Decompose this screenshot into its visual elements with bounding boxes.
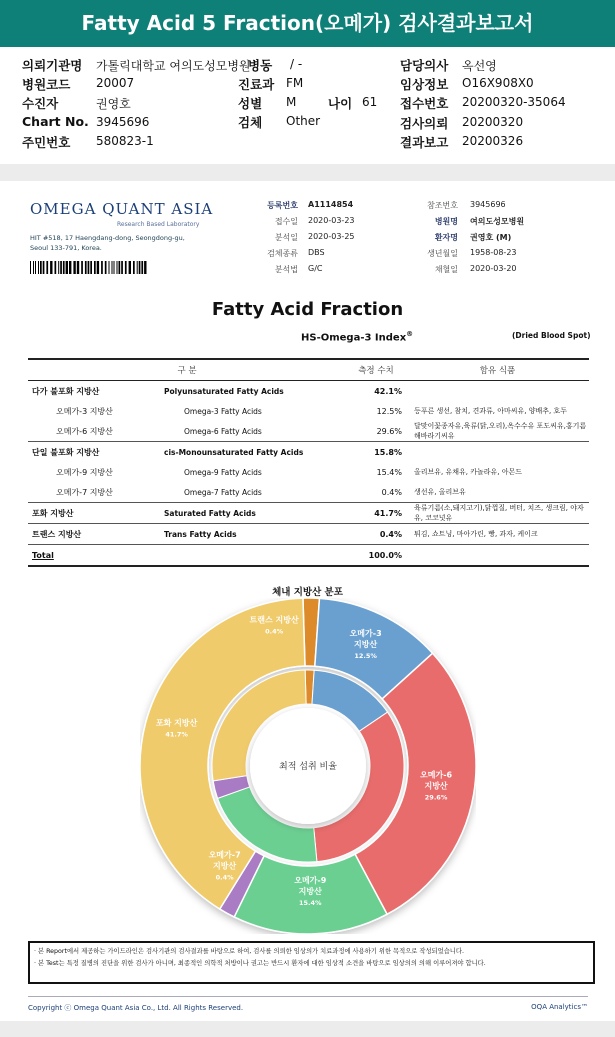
table-row [28,381,589,402]
row-foods: 달맞이꽃종자유,육류(닭,오리),옥수수유 포도씨유,홍기름 해바라기씨유 [414,422,587,440]
specimen-value: Other [286,114,321,128]
row-category-ko: 단일 불포화 지방산 [28,442,164,463]
sample-type-note: (Dried Blood Spot) [512,331,591,340]
slice-label-text: 41.7% [165,730,188,739]
row-value: 29.6% [376,426,402,436]
row-category-ko: Total [28,545,164,567]
request-date-label: 검사의뢰 [400,116,449,131]
row-foods: 올리브유, 유채유, 카놀라유, 아몬드 [414,468,523,476]
row-value: 12.5% [376,406,402,416]
pie-chart-title: 체내 지방산 분포 [272,587,343,598]
institution-value: 가톨릭대학교 여의도성모병원 [96,59,251,73]
specimen-label: 검체 [238,115,263,130]
slice-label-text: 지방산 [298,886,322,896]
brand-text: OQA Analytics™ [531,1003,588,1011]
patient-name-value: 권영호 (M) [470,233,512,242]
row-value: 0.4% [346,524,406,545]
hospital-code-label: 병원코드 [22,77,71,92]
collected-label: 채혈일 [434,265,458,274]
sex-label: 성별 [238,96,263,111]
sex-value: M [286,95,297,109]
disclaimer-line-1: · 본 Report에서 제공하는 가이드라인은 검사기관의 검사결과를 바탕으로 하여, 검사를 의뢰한 임상의가 치료과정에 사용하기 위한 목적으로 작성되었습니다. [34,948,464,955]
lab-logo: OMEGA QUANT ASIA [30,200,214,218]
dept-label: 진료과 [238,77,275,92]
row-foods: 튀김, 쇼트닝, 마아가린, 빵, 과자, 케이크 [406,524,589,545]
slice-label-text: 29.6% [424,793,448,802]
slice-label-text: 트랜스 지방산 [249,615,299,625]
table-row [28,545,589,567]
row-foods: 생선유, 올리브유 [414,488,466,496]
table-row [28,442,589,463]
row-foods [406,381,589,402]
sample-type-value: DBS [308,248,325,257]
row-category-en: Omega-3 Fatty Acids [184,406,262,416]
row-category-ko: 오메가-6 지방산 [56,426,113,436]
row-category-en: Omega-9 Fatty Acids [184,467,262,477]
ward-label: 병동 [248,58,273,73]
footer [28,1003,588,1013]
dob-label: 생년월일 [427,249,458,258]
row-value: 0.4% [381,487,402,497]
analyzed-value: 2020-03-25 [308,232,355,241]
row-value: 15.4% [376,467,402,477]
accession-value: 20200320-35064 [462,95,566,109]
patient-label: 수진자 [22,96,59,111]
age-label: 나이 [328,96,353,111]
row-foods [406,545,589,567]
slice-label-text: 오메가-7 [208,850,241,860]
slice-label-text: 0.4% [265,627,284,636]
row-category-en: Omega-7 Fatty Acids [184,487,262,497]
row-foods [406,442,589,463]
barcode-icon [30,261,148,274]
row-category-ko: 오메가-7 지방산 [56,487,113,497]
lab-address-line-2: Seoul 133-791, Korea. [30,244,102,252]
hospital-name-value: 여의도성모병원 [470,217,525,226]
institution-label: 의뢰기관명 [22,58,83,73]
row-category-ko: 오메가-9 지방산 [56,467,113,477]
header-category: 구 분 [28,359,346,381]
row-category-ko: 트랜스 지방산 [28,524,164,545]
lab-address-line-1: HIT #518, 17 Haengdang-dong, Seongdong-gu, [30,234,185,242]
hospital-name-label: 병원명 [434,217,458,226]
patient-name-label: 환자명 [434,233,458,242]
patient-value: 권영호 [96,97,131,111]
slice-label-text: 지방산 [424,781,448,791]
fatty-acid-table [28,358,589,567]
resident-id-value: 580823-1 [96,134,154,148]
table-row [28,401,589,421]
row-category-ko: 포화 지방산 [28,503,164,524]
registered-mark: ® [406,330,414,338]
received-value: 2020-03-23 [308,216,355,225]
row-value: 100.0% [346,545,406,567]
lab-logo-subtitle: Research Based Laboratory [117,221,200,228]
donut-center-label: 최적 섭취 비율 [279,762,337,772]
accession-label: 접수번호 [400,96,449,111]
received-label: 접수일 [274,217,298,226]
resident-id-label: 주민번호 [22,135,71,150]
slice-label-text: 15.4% [298,898,322,907]
row-category-en: Polyunsaturated Fatty Acids [164,386,284,396]
row-category-en [164,545,346,567]
row-foods: 육류기름(소,돼지고기),닭껍질, 버터, 치즈, 생크림, 야자유, 코코넛유 [406,503,589,524]
chart-no-label: Chart No. [22,114,89,129]
footer-divider [28,996,588,997]
ref-no-value: 3945696 [470,200,506,209]
age-value: 61 [362,95,378,109]
method-label: 분석법 [274,265,298,274]
slice-label-text: 오메가-3 [349,629,382,639]
ref-no-label: 참조번호 [427,201,458,210]
row-category-en: Omega-6 Fatty Acids [184,426,262,436]
chart-no-value: 3945696 [96,115,150,129]
slice-label-text: 오메가-6 [420,770,453,780]
table-row [28,421,589,442]
lab-address [30,233,185,253]
analyzed-label: 분석일 [274,233,298,242]
reg-no-value: A1114854 [308,200,354,209]
report-date-label: 결과보고 [400,135,449,150]
slice-label [349,628,382,660]
request-date-value: 20200320 [462,115,524,129]
row-category-ko: 오메가-3 지방산 [56,406,113,416]
row-value: 41.7% [346,503,406,524]
index-title-text: HS-Omega-3 Index [301,332,407,344]
dob-value: 1958-08-23 [470,248,517,257]
reg-no-label: 등록번호 [267,201,298,210]
method-value: G/C [308,264,323,273]
row-category-en: cis-Monounsaturated Fatty Acids [164,442,346,463]
hospital-code-value: 20007 [96,76,135,90]
index-title [301,330,413,343]
row-category-en: Saturated Fatty Acids [164,503,346,524]
header-foods: 함유 식품 [406,359,589,381]
disclaimer-box [28,941,595,984]
row-category-en: Trans Fatty Acids [164,524,346,545]
sample-type-label: 검체종류 [267,249,298,258]
table-row [28,503,589,524]
row-value: 15.8% [346,442,406,463]
row-category-ko: 다가 불포화 지방산 [32,386,100,396]
ward-value: / - [290,57,303,71]
row-foods: 등푸른 생선, 참치, 견과류, 아마씨유, 양배추, 호두 [414,407,567,415]
dept-value: FM [286,76,304,90]
doctor-label: 담당의사 [400,58,449,73]
row-value: 42.1% [374,386,402,396]
table-row [28,524,589,545]
disclaimer-line-2: · 본 Test는 특정 질병의 진단을 위한 검사가 아니며, 최종적인 의학적 처방이나 권고는 반드시 환자에 대한 임상적 소견을 바탕으로 임상의의 의해 이루어져야 합니다. [34,960,486,967]
report-header-title: Fatty Acid 5 Fraction(오메가) 검사결과보고서 [0,0,615,47]
slice-label-text: 포화 지방산 [155,718,198,728]
table-row [28,482,589,503]
doctor-value: 옥선영 [462,59,497,73]
slice-label-text: 지방산 [354,640,378,650]
slice-label-text: 0.4% [215,873,234,882]
report-title: Fatty Acid Fraction [211,299,404,320]
clinical-value: O16X908X0 [462,76,534,90]
slice-label-text: 12.5% [354,652,377,661]
patient-header [0,47,615,164]
copyright-text: Copyright ⓒ Omega Quant Asia Co., Ltd. All Rights Reserved. [28,1004,244,1012]
clinical-label: 임상정보 [400,77,449,92]
slice-label-text: 지방산 [213,861,237,871]
table-row [28,462,589,482]
header-value: 측정 수치 [346,359,406,381]
table-header-row [28,359,589,381]
fatty-acid-donut-chart [140,598,476,934]
slice-label-text: 오메가-9 [294,875,327,885]
collected-value: 2020-03-20 [470,264,517,273]
report-date-value: 20200326 [462,134,524,148]
